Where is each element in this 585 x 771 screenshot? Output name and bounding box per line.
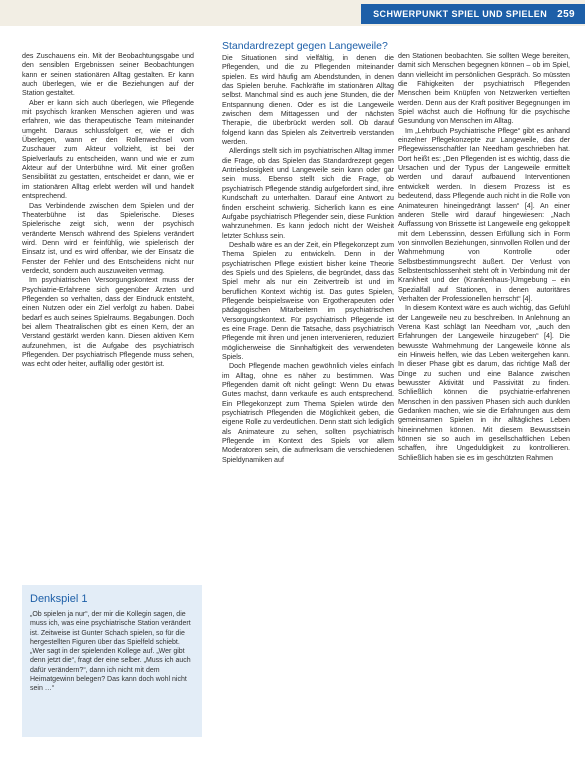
body-paragraph: Die Situationen sind vielfältig, in denen die Pflegenden, und die zu Pflegenden miteinander spielen. Es wird häufig am Abendstunden, in denen das Spielen beruhe. Fachkräfte im stationären Alltag selbst. Manchmal sind es auch jene Stunden, die der Entspannung dienen. Oder es ist die Langeweile zwischen dem Mittagessen und der nächsten Therapie, die überbrückt werden soll. Ob darauf folgend kann das Spielen als Zeitvertreib verstanden werden. — [222, 54, 394, 147]
think-box — [22, 585, 202, 737]
section-tab — [361, 4, 585, 24]
body-paragraph: Im „Lehrbuch Psychiatrische Pflege“ gibt es anhand einzelner Pflegekonzepte zur Langeweile, das der Pflegewissenschaftler Ian Needham geschrieben hat. Dort heißt es: „Den Pflegenden ist es wichtig, dass die Ursachen und der Typus der Langeweile ermittelt werden und darauf aufbauend Interventionen entwickelt werden. In diesem Prozess ist es bedeutend, dass Pflegende auch nicht in die Rolle von Animateuren hineingedrängt lassen“ [4]. An einer anderen Stelle wird darauf hingewiesen: „Nach Auffassung von Brissette ist Langeweile eng gekoppelt mit dem Lebenssinn, dessen Erfüllung sich in Form von sinnvollen Beziehungen, sinnvollen Rollen und der Wahrnehmung von Kontrolle oder Selbstbestimmungsrecht äußert. Der Verlust von Selbstentschlossenheit steht oft in Verbindung mit der Krankheit und der (Krankenhaus-)Umgebung – ein Spezialfall auf Stationen, in denen autoritäres Verhalten der Professionellen herrscht“ [4]. — [398, 126, 570, 303]
body-paragraph: des Zuschauens ein. Mit der Beobachtungsgabe und den sensiblen Ergebnissen seiner Beobachtungen kann er seinen stationären Alltag gestalten. Er kann auch überlegen, wie er die Beziehungen auf der Station gestaltet. — [22, 52, 194, 98]
body-paragraph: den Stationen beobachten. Sie sollten Wege bereiten, damit sich Menschen begegnen können – ob im Spiel, dann vielleicht im persönlichen Gespräch. So müssten die Fähigkeiten der psychiatrisch Pflegenden Menschen beim Knüpfen von Netzwerken vertieften werden. Denn aus der Kraft positiver Begegnungen im Spiel wächst auch die Hoffnung für die psychische Gesundung von Menschen im Alltag. — [398, 52, 570, 126]
column-left — [22, 52, 194, 370]
body-paragraph: Das Verbindende zwischen dem Spielen und der Theaterbühne ist das Spielerische. Dieses Spielerische zeigt sich, wenn der psychisch veränderte Mensch während des Spielens verändert wird. Denn wird er feinfühlig, wie spielerisch der Einsatz ist, und es wird offenbar, wie der Einsatz die Fenster der Fehler und des Entscheidens nicht nur verdeckt, sondern auch auszuweiten vermag. — [22, 201, 194, 275]
body-paragraph: In diesem Kontext wäre es auch wichtig, das Gefühl der Langeweile neu zu beschreiben. In Anlehnung an Verena Kast schlägt Ian Needham vor, „auch den Erfahrungen der Langeweile hinzugeben“ [4]. Die bewusste Wahrnehmung der Langeweile könne als ein Hinweis helfen, wie das Leben weitergehen kann. In dieser Phase gibt es darum, das richtige Maß der Dinge zu suchen und eine Balance zwischen bewusster Aktivität und Passivität zu finden. Schließlich können die psychiatrie-erfahrenen Menschen in den passiven Phasen sich auch dunklen Gedanken machen, wie sie die Erfahrungen aus dem gemeinsamen Spielen in ihr alltägliches Leben hineinnehmen können. Mit diesem Bewusstsein können sie so auch im gesellschaftlichen Leben schaffen, ihre Ungeduldigkeit zu kontrollieren. Schließlich haben sie es im geschützten Rahmen — [398, 304, 570, 462]
section-heading: Standardrezept gegen Langeweile? — [222, 40, 388, 52]
body-paragraph: Im psychiatrischen Versorgungskontext muss der Psychiatrie-Erfahrene sich gegenüber Ärzten und Pflegenden so verhalten, dass der Eindruck entsteht, einen Nutzen oder ein Ziel verfolgt zu haben. Dabei bedarf es auch seines Spielraums. Begabungen. Doch bei allem Theatralischen gibt es einen Kern, der an Verstand gestärkt werden kann. Diesen aktiven Kern aufzunehmen, ist die Aufgabe des psychiatrisch Pflegenden. Der psychiatrisch Pflegende muss sehen, was echt oder heiter, auffällig oder gestört ist. — [22, 276, 194, 369]
page-number: 259 — [557, 8, 575, 20]
body-paragraph: Allerdings stellt sich im psychiatrischen Alltag immer die Frage, ob das Spielen das Standardrezept gegen Antriebslosigkeit und Langeweile sein kann oder gar sein muss. Ebenso stellt sich die Frage, ob psychiatrisch Pflegende ständig aufgefordert sind, ihre Kundschaft zu unterhalten. Darauf eine Antwort zu finden erscheint schwierig. Sicherlich kann es eine Aufgabe psychiatrisch Pflegender sein, diese Funktion wahrzunehmen. Es kann jedoch nicht der Weisheit letzter Schluss sein. — [222, 147, 394, 240]
think-box-title: Denkspiel 1 — [30, 593, 88, 605]
body-paragraph: Deshalb wäre es an der Zeit, ein Pflegekonzept zum Thema Spielen zu entwickeln. Denn in der psychiatrischen Pflege existiert bisher keine Theorie des Spiels und des Spielens, die begründet, dass das Spiel mehr als nur ein Zeitvertreib ist und im beruflichen Kontext wichtig ist. Das gutes Spielen, Pflegende beispielsweise von Ergotherapeuten oder pädagogischen Mitarbeitern im psychiatrischen Versorgungskontext. Für psychiatrisch Pflegende ist es eine Frage. Denn die Tatsache, dass psychiatrisch Pflegende mit ihren und jenen intervenieren, reduziert möglicherweise die Sinnhaftigkeit des verwendeten Spiels. — [222, 240, 394, 361]
body-paragraph: Aber er kann sich auch überlegen, wie Pflegende mit psychisch kranken Menschen agieren und was erfahren, wie das therapeutische Team miteinander umgeht. Daraus schlussfolgert er, wie er dich Überlegen, wann er den Rollenwechsel vom Zuschauer zum Akteur vollzieht, ist bei der Spielverlaufs zu entscheiden, wann und wie er zum Akteur auf der Unterbühne wird. Mit einer großen Sensibilität zu gestatten, entscheidet er dann, wie er im stationären Alltag erlebt werden will und handelt entsprechend. — [22, 98, 194, 201]
column-middle — [222, 40, 394, 465]
think-box-text: „Ob spielen ja nur“, der mir die Kollegin sagen, die muss ich, was eine psychiatrische Station verändert ist. Zeitweise ist Gunter Schach spielen, so für die hergestellten Figuren über das Spielfeld schiebt. „Wer sagt in der spielenden Kollege auf. „Wer gibt denn jetzt die“, fragt der eine selber. „Muss ich auch dafür verändern?“, dann ich nicht mit dem Heimatgewinn belegen? Das kann doch wohl nicht sein …“ — [30, 611, 191, 693]
body-paragraph: Doch Pflegende machen gewöhnlich vieles einfach im Alltag, ohne es näher zu bestimmen. Was Pflegenden damit oft nicht gelingt: Wenn Du etwas Gutes machst, dann verkaufe es auch entsprechend. Ein Pflegekonzept zum Thema Spielen würde den psychiatrisch Pflegenden die Möglichkeit geben, die eigene Rolle zu verdeutlichen. Denn statt sich lediglich als Animateure zu sehen, sollten psychiatrisch Pflegende im Kontext des Spiels vor allem Moderatoren sein, die aufmerksam die verschiedenen Spieldynamiken auf — [222, 362, 394, 464]
section-title: SCHWERPUNKT SPIEL UND SPIELEN — [373, 9, 548, 19]
column-right — [398, 52, 570, 463]
